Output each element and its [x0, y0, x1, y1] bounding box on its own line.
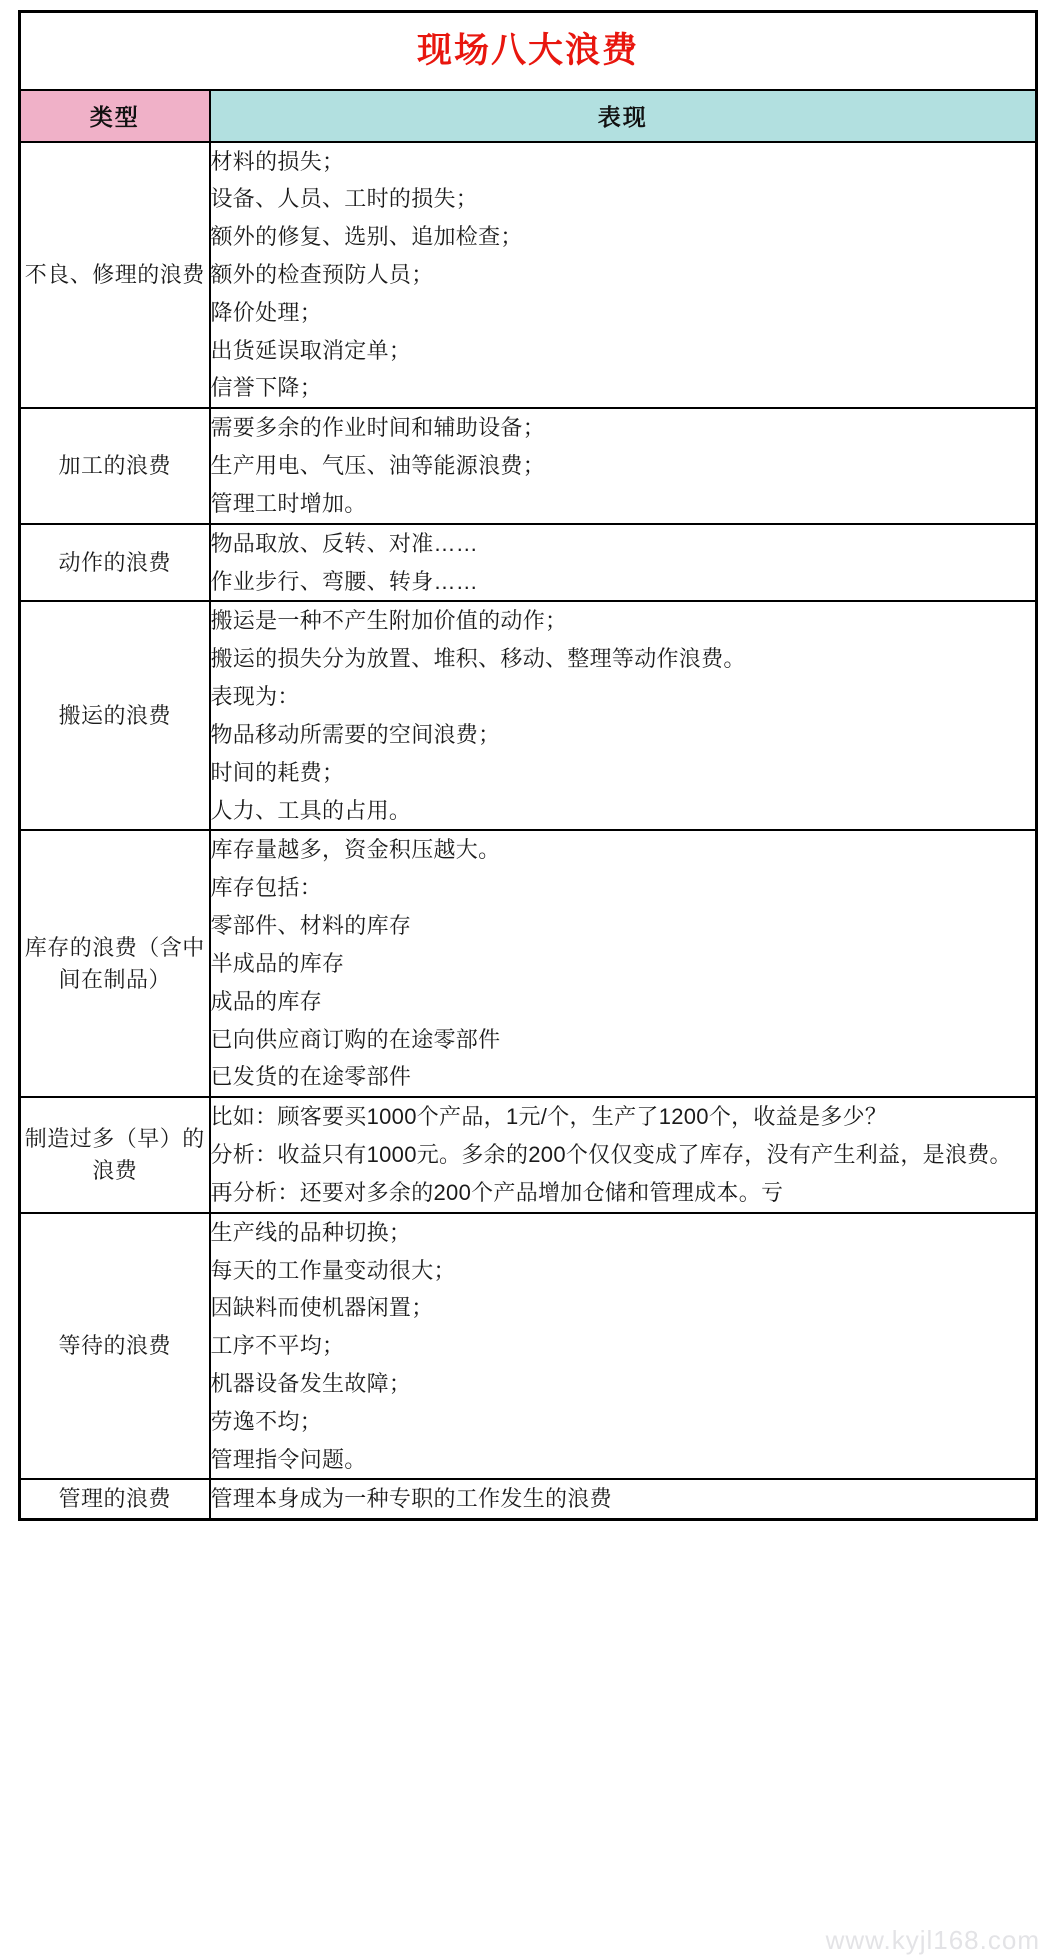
waste-expression-cell [210, 408, 1037, 523]
expression-line: 分析：收益只有1000元。多余的200个仅仅变成了库存，没有产生利益，是浪费。 [210, 1142, 1012, 1168]
expression-line: 生产线的品种切换； [210, 1219, 412, 1245]
expression-line: 每天的工作量变动很大； [210, 1257, 456, 1283]
expression-line: 信誉下降； [210, 375, 323, 401]
table-row [20, 1097, 1037, 1212]
expression-line: 管理本身成为一种专职的工作发生的浪费 [210, 1486, 612, 1512]
expression-line: 降价处理； [210, 299, 323, 325]
expression-line: 搬运的损失分为放置、堆积、移动、整理等动作浪费。 [210, 646, 746, 672]
table-row [20, 830, 1037, 1097]
expression-line: 表现为： [210, 684, 300, 710]
expression-line: 工序不平均； [210, 1333, 345, 1359]
waste-expression-cell [210, 1479, 1037, 1519]
expression-line: 额外的修复、选别、追加检查； [210, 224, 523, 250]
eight-wastes-table [18, 10, 1038, 1521]
waste-expression-cell [210, 1213, 1037, 1480]
waste-expression-cell [210, 524, 1037, 602]
expression-line: 再分析：还要对多余的200个产品增加仓储和管理成本。亏 [210, 1179, 784, 1205]
table-row [20, 1479, 1037, 1519]
expression-line: 人力、工具的占用。 [210, 797, 412, 823]
waste-type-label: 管理的浪费 [20, 1479, 210, 1519]
page-title: 现场八大浪费 [416, 30, 639, 70]
expression-line: 时间的耗费； [210, 759, 345, 785]
expression-line: 管理指令问题。 [210, 1446, 367, 1472]
waste-type-label: 搬运的浪费 [20, 601, 210, 830]
waste-expression-cell [210, 1097, 1037, 1212]
table-row [20, 408, 1037, 523]
expression-line: 劳逸不均； [210, 1408, 323, 1434]
waste-expression-cell [210, 142, 1037, 409]
waste-type-label: 等待的浪费 [20, 1213, 210, 1480]
waste-type-label: 不良、修理的浪费 [20, 142, 210, 409]
header-row [20, 90, 1037, 142]
expression-line: 库存包括： [210, 875, 323, 901]
expression-line: 出货延误取消定单； [210, 337, 412, 363]
watermark: www.kyjl168.com [825, 1925, 1040, 1955]
expression-line: 机器设备发生故障； [210, 1371, 412, 1396]
expression-line: 生产用电、气压、油等能源浪费； [210, 453, 546, 479]
waste-type-label: 动作的浪费 [20, 524, 210, 602]
expression-line: 物品取放、反转、对准…… [210, 530, 479, 556]
table-row [20, 601, 1037, 830]
page-title-cell [20, 12, 1037, 90]
expression-line: 物品移动所需要的空间浪费； [210, 721, 501, 747]
waste-expression-cell [210, 830, 1037, 1097]
table-row [20, 142, 1037, 409]
expression-line: 搬运是一种不产生附加价值的动作； [210, 608, 568, 634]
expression-line: 已向供应商订购的在途零部件 [210, 1026, 501, 1052]
waste-type-label: 制造过多（早）的浪费 [20, 1097, 210, 1212]
expression-line: 半成品的库存 [210, 950, 345, 976]
title-row [20, 12, 1037, 90]
expression-line: 额外的检查预防人员； [210, 261, 434, 287]
waste-table-container [18, 10, 1038, 1521]
expression-line: 设备、人员、工时的损失； [210, 186, 479, 212]
table-row [20, 1213, 1037, 1480]
column-header-expression: 表现 [210, 90, 1037, 142]
expression-line: 作业步行、弯腰、转身…… [210, 568, 479, 594]
expression-line: 因缺料而使机器闲置； [210, 1295, 434, 1321]
expression-line: 已发货的在途零部件 [210, 1064, 412, 1090]
expression-line: 成品的库存 [210, 988, 323, 1014]
expression-line: 比如：顾客要买1000个产品，1元/个，生产了1200个，收益是多少？ [210, 1104, 888, 1130]
table-body [20, 12, 1037, 1520]
table-row [20, 524, 1037, 602]
expression-line: 库存量越多，资金积压越大。 [210, 837, 501, 863]
expression-line: 零部件、材料的库存 [210, 913, 412, 939]
waste-type-label: 库存的浪费（含中间在制品） [20, 830, 210, 1097]
column-header-type: 类型 [20, 90, 210, 142]
expression-line: 材料的损失； [210, 148, 345, 174]
expression-line: 管理工时增加。 [210, 490, 367, 516]
expression-line: 需要多余的作业时间和辅助设备； [210, 415, 546, 441]
waste-expression-cell [210, 601, 1037, 830]
waste-type-label: 加工的浪费 [20, 408, 210, 523]
